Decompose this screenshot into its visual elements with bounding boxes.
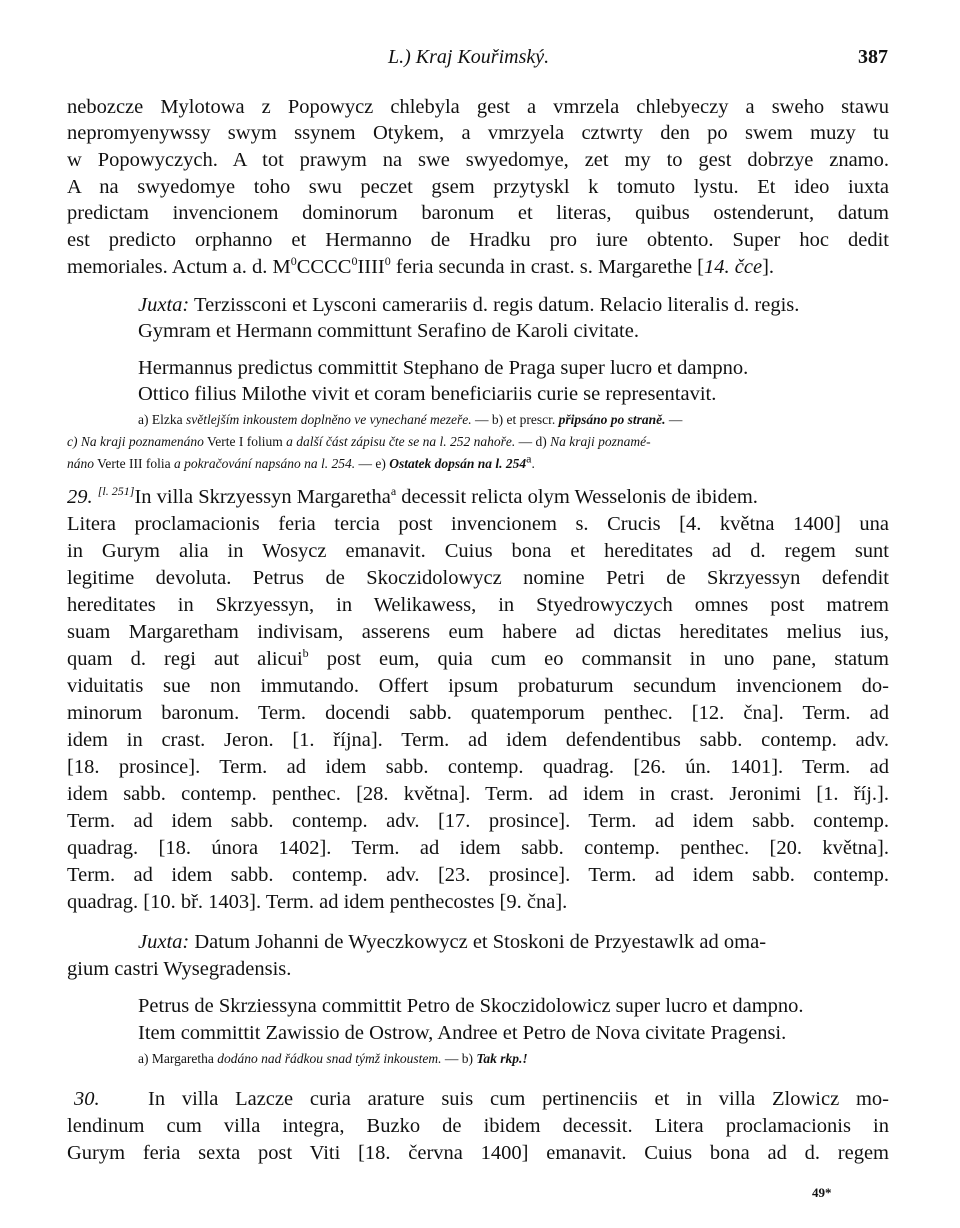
text-line: quadrag. [10. bř. 1403]. Term. ad idem penthecostes [9. čna]. xyxy=(67,891,568,913)
text-line: predictam invencionem dominorum baronum et literas, quibus ostenderunt, datum xyxy=(67,202,889,224)
text-line: suam Margaretham indivisam, asserens eum habere ad dictas hereditates melius ius, xyxy=(67,621,889,643)
text-line: Term. ad idem sabb. contemp. adv. [23. prosince]. Term. ad idem sabb. contemp. xyxy=(67,864,889,886)
text-line: quam d. regi aut alicui$^b$ post eum, quia cum eo commansit in uno pane, statum xyxy=(67,646,889,670)
text-line: hereditates in Skrzyessyn, in Welikawess, in Styedrowyczych omnes post matrem xyxy=(67,594,889,616)
text-line: idem in crast. Jeron. [1. října]. Term. ad idem defendentibus sabb. contemp. adv. xyxy=(67,729,889,751)
page-header xyxy=(0,46,960,76)
text-line: Gurym feria sexta post Viti [18. června 1400] emanavit. Cuius bona ad d. regem xyxy=(67,1142,889,1164)
footnote-line: náno Verte III folia a pokračování napsáno na l. 254. — e) Ostatek dopsán na l. 254a. xyxy=(67,455,535,471)
entry-number: 30. xyxy=(74,1088,100,1110)
text-line: in Gurym alia in Wosycz emanavit. Cuius bona et hereditates ad d. regem sunt xyxy=(67,540,889,562)
text-line: Litera proclamacionis feria tercia post invencionem s. Crucis [4. května 1400] una xyxy=(67,513,889,535)
text-line: Hermannus predictus committit Stephano de Praga super lucro et dampno. xyxy=(138,357,749,379)
text-line: viduitatis sue non immutando. Offert ipsum probaturum secundum invencionem do- xyxy=(67,675,889,697)
juxta-line: Juxta: Datum Johanni de Wyeczkowycz et Stoskoni de Przyestawlk ad oma- xyxy=(138,931,767,953)
text-line: Item committit Zawissio de Ostrow, Andree et Petro de Nova civitate Pragensi. xyxy=(138,1022,787,1044)
text-line: [18. prosince]. Term. ad idem sabb. contemp. quadrag. [26. ún. 1401]. Term. ad xyxy=(67,756,889,778)
footnote-line: a) Elzka světlejším inkoustem doplněno ve vynechané mezeře. — b) et prescr. připsáno po straně. — xyxy=(138,412,683,427)
text-line: gium castri Wysegradensis. xyxy=(67,958,292,980)
text-line: A na swyedomye toho swu peczet gsem przytyskl k tomuto lystu. Et ideo iuxta xyxy=(67,176,889,198)
juxta-line: Juxta: Terzissconi et Lysconi camerariis d. regis datum. Relacio literalis d. regis. xyxy=(138,294,800,316)
juxta-label: Juxta: xyxy=(138,931,190,953)
text-line: In villa Lazcze curia arature suis cum pertinenciis et in villa Zlowicz mo- xyxy=(148,1088,889,1110)
juxta-label: Juxta: xyxy=(138,294,190,316)
text-line: Term. ad idem sabb. contemp. adv. [17. prosince]. Term. ad idem sabb. contemp. xyxy=(67,810,889,832)
signature-mark: 49* xyxy=(812,1185,832,1200)
entry-29-first-line: 29. [l. 251]In villa Skrzyessyn Margaretha$^a$ decessit relicta olym Wesselonis de ibidem. xyxy=(67,484,758,508)
text-line: est predicto orphanno et Hermanno de Hradku pro iure obtento. Super hoc dedit xyxy=(67,229,889,251)
text-line: Ottico filius Milothe vivit et coram beneficiariis curie se representavit. xyxy=(138,383,717,405)
text-line: nepromyenywssy swym ssynem Otykem, a vmrzyela cztwrty den po swem muzy tu xyxy=(67,122,889,144)
text-line: lendinum cum villa integra, Buzko de ibidem decessit. Litera proclamacionis in xyxy=(67,1115,889,1137)
footnote-line: c) Na kraji poznamenáno Verte I folium a další část zápisu čte se na l. 252 nahoře. — d) Na kraji poznamé- xyxy=(67,434,651,449)
text-line: minorum baronum. Term. docendi sabb. quatemporum penthec. [12. čna]. Term. ad xyxy=(67,702,889,724)
text-line: nebozcze Mylotowa z Popowycz chlebyla gest a vmrzela chlebyeczy a sweho stawu xyxy=(67,96,889,118)
folio-reference: [l. 251] xyxy=(97,484,135,499)
footnote-line: a) Margaretha dodáno nad řádkou snad týmž inkoustem. — b) Tak rkp.! xyxy=(138,1051,528,1066)
text-line: legitime devoluta. Petrus de Skoczidolowycz nomine Petri de Skrzyessyn defendit xyxy=(67,567,889,589)
text-line: Petrus de Skrziessyna committit Petro de Skoczidolowicz super lucro et dampno. xyxy=(138,995,804,1017)
page-number: 387 xyxy=(858,46,888,68)
running-title: L.) Kraj Kouřimský. xyxy=(388,46,550,68)
text-line: Gymram et Hermann committunt Serafino de Karoli civitate. xyxy=(138,320,639,342)
text-line: quadrag. [18. února 1402]. Term. ad idem sabb. contemp. penthec. [20. května]. xyxy=(67,837,889,859)
text-line: w Popowyczych. A tot prawym na swe swyedomye, zet my to gest dobrzye znamo. xyxy=(67,149,889,171)
text-line: idem sabb. contemp. penthec. [28. května]. Term. ad idem in crast. Jeronimi [1. říj.]. xyxy=(67,783,889,805)
entry-number: 29. xyxy=(67,486,93,508)
actum-line: memoriales. Actum a. d. $M^0CCCC^0IIII^0$ feria secunda in crast. s. Margarethe [14. čce]. xyxy=(67,254,775,278)
